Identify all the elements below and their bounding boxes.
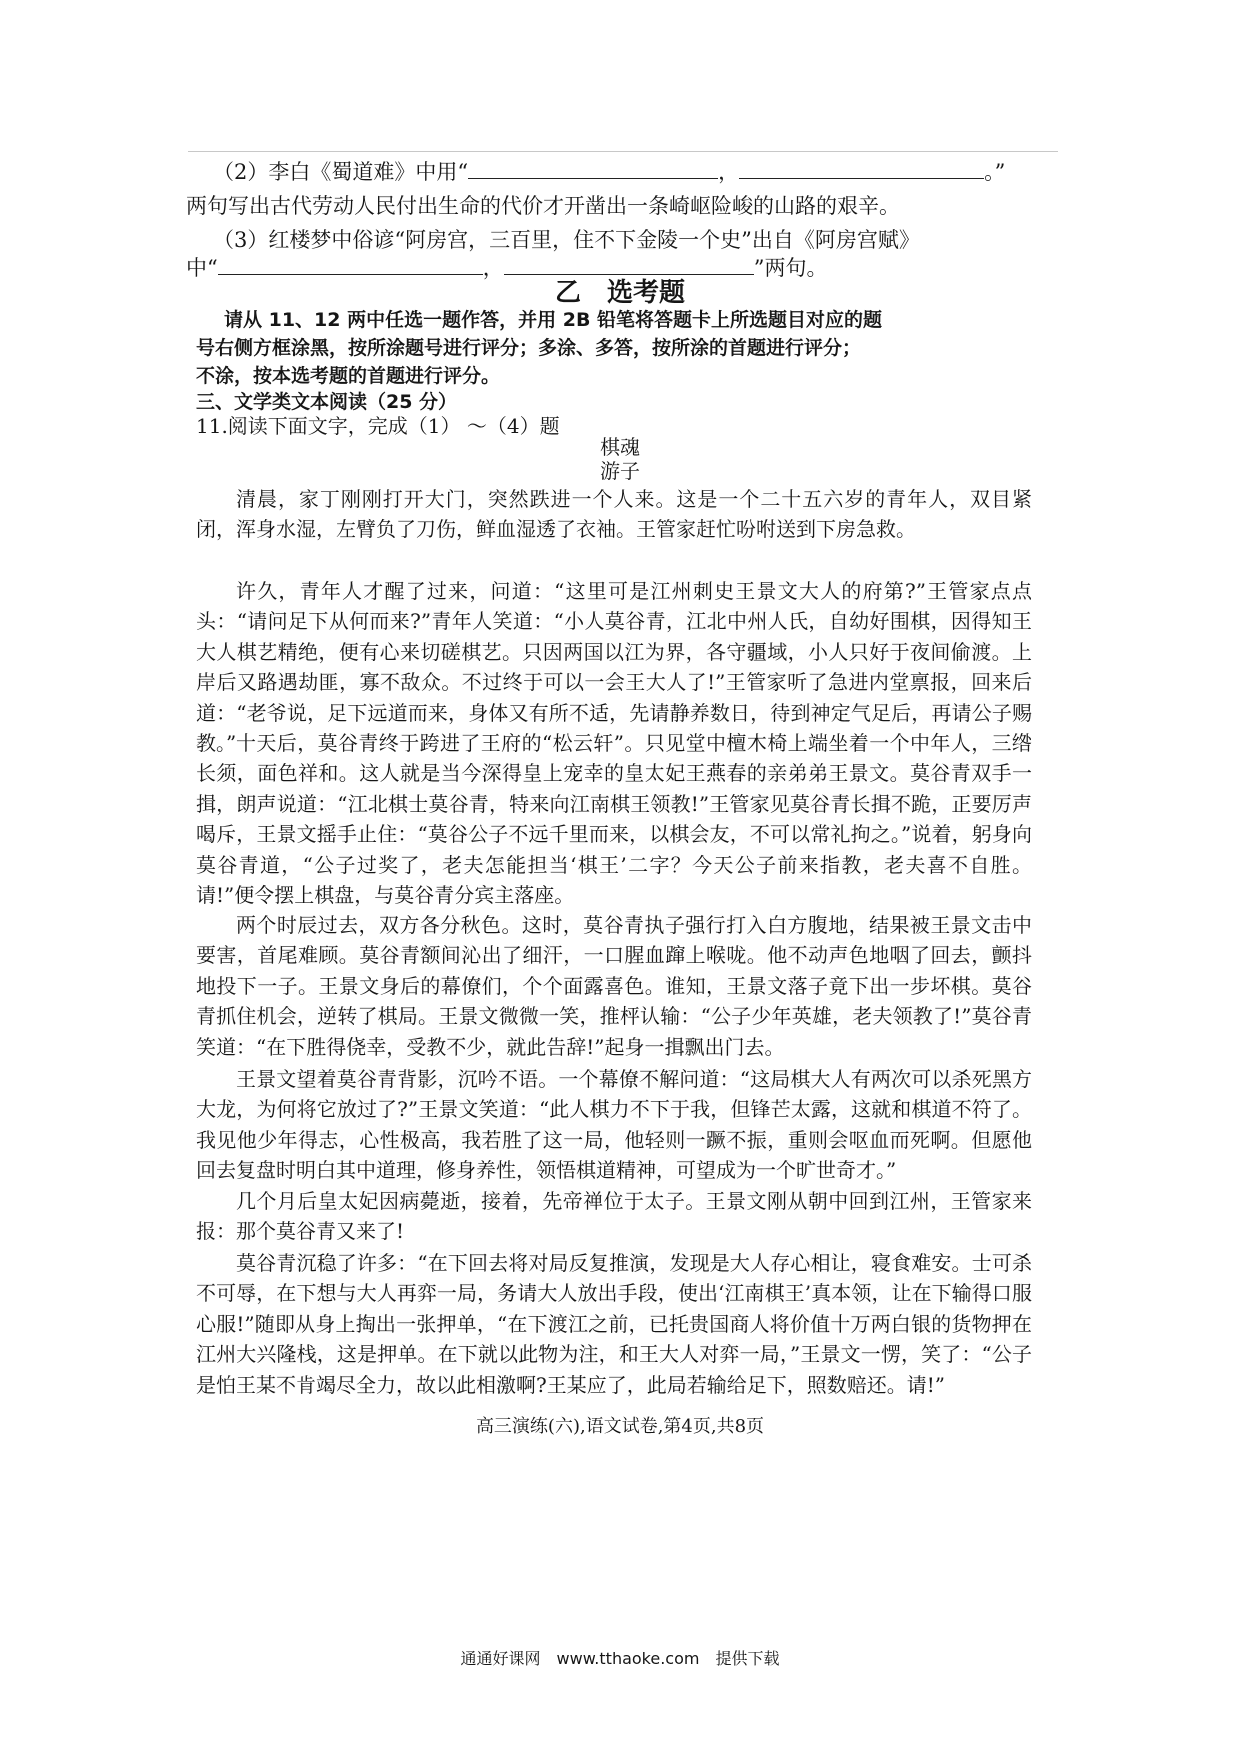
story-author: 游子 — [600, 459, 640, 483]
story-paragraph — [196, 1064, 1032, 1186]
story-paragraph — [196, 1248, 1032, 1400]
story-paragraph — [196, 728, 1032, 910]
story-paragraph — [196, 484, 1032, 545]
source-line: 通通好课网 www.tthaoke.com 提供下载 — [460, 1649, 780, 1668]
question-3-end: ”两句。 — [753, 256, 828, 280]
question-3-line: （3）红楼梦中俗谚“阿房宫，三百里，住不下金陵一个史”出自《阿房宫赋》 — [213, 228, 920, 252]
question-heading: 11.阅读下面文字，完成（1） ～（4）题 — [196, 414, 560, 438]
answer-blank[interactable] — [468, 158, 718, 179]
paragraph-text: 许久，青年人才醒了过来，问道：“这里可是江州刺史王景文大人的府第?”王管家点点头：“请问足下从何而来?”青年人笑道：“小人莫谷青，江北中州人氏，自幼好围棋，因得知王大人棋艺精绝，便有心来切磋棋艺。只因两国以江为界，各守疆域，小人只好于夜间偷渡。上岸后又路遇劫匪，寡不敌众。不过终于可以一会王大人了!”王管家听了急进内堂禀报，回来后道：“老爷说，足下远道而来，身体又有所不适，先请静养数日，待到神定气足后，再请公子赐教。” — [196, 579, 1032, 756]
instruction-line: 请从 11、12 两中任选一题作答，并用 2B 铅笔将答题卡上所选题目对应的题 — [224, 309, 883, 331]
question-2-end: 。” — [984, 160, 1006, 184]
page-footer: 高三演练(六),语文试卷,第4页,共8页 — [475, 1416, 765, 1437]
paragraph-text: 清晨，家丁刚刚打开大门，突然跌进一个人来。这是一个二十五六岁的青年人，双目紧闭，浑身水湿，左臂负了刀伤，鲜血湿透了衣袖。王管家赶忙吩咐送到下房急救。 — [196, 487, 1032, 542]
question-3-prompt: 中“ — [186, 256, 218, 280]
instruction-line: 不涂，按本选考题的首题进行评分。 — [196, 365, 501, 387]
question-2-prompt: （2）李白《蜀道难》中用“ — [213, 160, 469, 184]
part-heading: 三、文学类文本阅读（25 分） — [196, 391, 458, 413]
instruction-line: 号右侧方框涂黑，按所涂题号进行评分；多涂、多答，按所涂的首题进行评分； — [196, 337, 862, 359]
blank-separator: ， — [482, 256, 504, 280]
section-title: 乙 选考题 — [554, 278, 685, 308]
story-title: 棋魂 — [600, 435, 640, 459]
top-rule — [188, 151, 1058, 152]
paragraph-text: 两个时辰过去，双方各分秋色。这时，莫谷青执子强行打入白方腹地，结果被王景文击中要害，首尾难顾。莫谷青额间沁出了细汗，一口腥血蹿上喉咙。他不动声色地咽了回去，颤抖地投下一子。王景文身后的幕僚们，个个面露喜色。谁知，王景文落子竟下出一步坏棋。莫谷青抓住机会，逆转了棋局。王景文微微一笑，推枰认输：“公子少年英雄，老夫领教了!”莫谷青笑道：“在下胜得侥幸，受教不少，就此告辞!”起身一揖飘出门去。 — [196, 913, 1032, 1059]
story-paragraph — [196, 910, 1032, 1062]
paragraph-text: 十天后，莫谷青终于跨进了王府的“松云轩”。只见堂中檀木椅上端坐着一个中年人，三绺长须，面色祥和。这人就是当今深得皇上宠幸的皇太妃王燕春的亲弟弟王景文。莫谷青双手一揖，朗声说道：“江北棋士莫谷青，特来向江南棋王领教!”王管家见莫谷青长揖不跪，正要厉声喝斥，王景文摇手止住：“莫谷公子不远千里而来，以棋会友，不可以常礼拘之。”说着，躬身向莫谷青道，“公子过奖了，老夫怎能担当‘棋王’二字？今天公子前来指教，老夫喜不自胜。请!”便令摆上棋盘，与莫谷青分宾主落座。 — [196, 731, 1032, 908]
paragraph-text: 几个月后皇太妃因病薨逝，接着，先帝禅位于太子。王景文刚从朝中回到江州，王管家来报：那个莫谷青又来了! — [196, 1189, 1032, 1244]
paragraph-text: 王景文望着莫谷青背影，沉吟不语。一个幕僚不解问道：“这局棋大人有两次可以杀死黑方大龙，为何将它放过了?”王景文笑道：“此人棋力不下于我，但锋芒太露，这就和棋道不符了。我见他少年得志，心性极高，我若胜了这一局，他轻则一蹶不振，重则会呕血而死啊。但愿他回去复盘时明白其中道理，修身养性，领悟棋道精神，可望成为一个旷世奇才。” — [196, 1067, 1032, 1183]
story-paragraph — [196, 1186, 1032, 1247]
answer-blank[interactable] — [739, 158, 984, 179]
question-2-continuation: 两句写出古代劳动人民付出生命的代价才开凿出一条崎岖险峻的山路的艰辛。 — [186, 194, 900, 218]
question-2-line — [213, 158, 1005, 186]
blank-separator: ， — [718, 160, 740, 184]
paragraph-text: 莫谷青沉稳了许多：“在下回去将对局反复推演，发现是大人存心相让，寝食难安。士可杀不可辱，在下想与大人再弈一局，务请大人放出手段，使出‘江南棋王’真本领，让在下输得口服心服!”随即从身上掏出一张押单，“在下渡江之前，已托贵国商人将价值十万两白银的货物押在江州大兴隆栈，这是押单。在下就以此物为注，和王大人对弈一局，”王景文一愣，笑了：“公子是怕王某不肯竭尽全力，故以此相激啊?王某应了，此局若输给足下，照数赔还。请!” — [196, 1251, 1032, 1397]
